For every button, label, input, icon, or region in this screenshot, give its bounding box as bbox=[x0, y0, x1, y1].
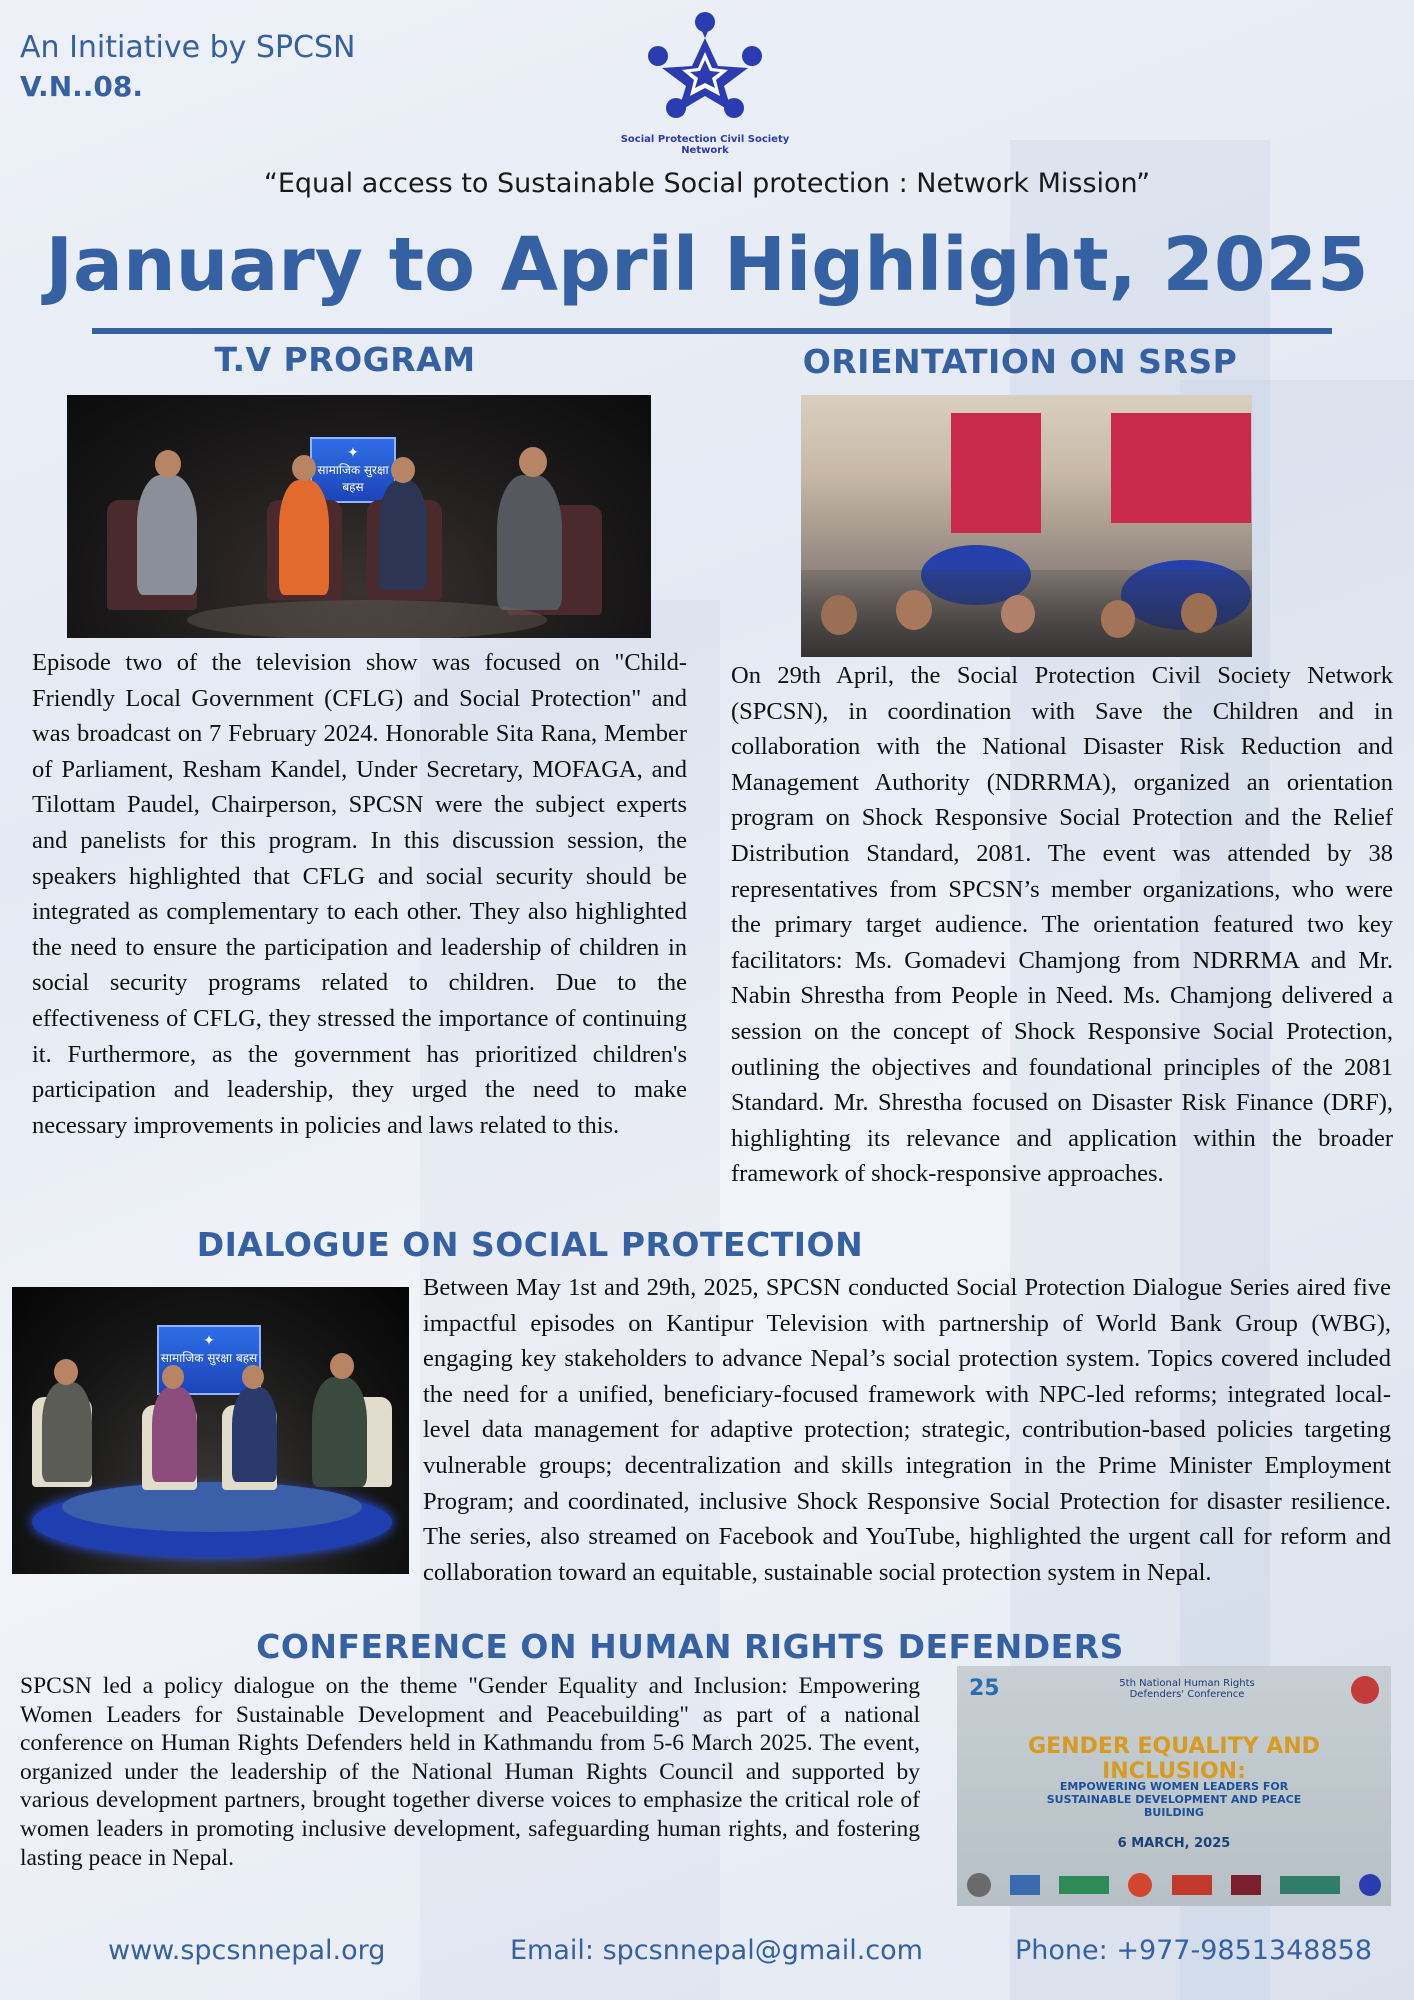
attendee-head bbox=[1101, 600, 1135, 638]
studio-screen: ✦ सामाजिक सुरक्षा बहस bbox=[310, 437, 396, 503]
partner-logo bbox=[1359, 1874, 1381, 1896]
page-title: January to April Highlight, 2025 bbox=[45, 222, 1369, 308]
orientation-heading: ORIENTATION ON SRSP bbox=[802, 342, 1238, 381]
banner-date: 6 MARCH, 2025 bbox=[1117, 1836, 1231, 1851]
panelist-head bbox=[519, 447, 547, 477]
spcsn-logo bbox=[620, 8, 790, 156]
footer-email[interactable]: Email: spcsnnepal@gmail.com bbox=[510, 1935, 923, 1966]
banner-headline: GENDER EQUALITY AND INCLUSION: bbox=[1028, 1734, 1320, 1784]
panelist bbox=[232, 1387, 277, 1482]
dialogue-text: Between May 1st and 29th, 2025, SPCSN conducted Social Protection Dialogue Series aired five impactful episodes on Kantipur Television with partnership of World Bank Group (WBG), engaging key stakeholders to advance Nepal’s social protection system. Topics covered included the need for a unified, beneficiary-focused framework with NPC-led reforms; integrated local-level data management for adaptive protection; strategic, contribution-based policies targeting vulnerable groups; decentralization and skills integration in the Prime Minister Employment Program; and coordinated, inclusive Shock Responsive Social Protection for disaster resilience. The series, also streamed on Facebook and YouTube, highlighted the urgent call for reform and collaboration toward an equitable, sustainable social protection system in Nepal. bbox=[423, 1274, 1391, 1586]
stage-rug bbox=[62, 1482, 362, 1532]
conference-text: SPCSN led a policy dialogue on the theme "Gender Equality and Inclusion: Empowering Women Leaders for Sustainable Development and Peacebuilding" as part of a national conference on Human Rights Defenders held in Kathmandu from 5-6 March 2025. The event, organized under the leadership of the National Human Rights Council and supported by various development partners, brought together diverse voices to emphasize the critical role of women leaders in promoting inclusive development, safeguarding human rights, and fostering lasting peace in Nepal. bbox=[20, 1673, 920, 1871]
partner-logo bbox=[1280, 1876, 1340, 1894]
dialogue-photo bbox=[12, 1287, 409, 1574]
studio-screen: ✦ सामाजिक सुरक्षा बहस bbox=[157, 1325, 261, 1395]
studio-floor bbox=[187, 600, 547, 638]
dialogue-heading: DIALOGUE ON SOCIAL PROTECTION bbox=[196, 1225, 864, 1264]
wall-panel bbox=[1111, 413, 1251, 523]
tv-program-text: Episode two of the television show was focused on "Child-Friendly Local Government (CFLG) and Social Protection" and was broadcast on 7 February 2024. Honorable Sita Rana, Member of Parliament, Resham Kandel, Under Secretary, MOFAGA, and Tilottam Paudel, Chairperson, SPCSN were the subject experts and panelists for this program. In this discussion session, the speakers highlighted that CFLG and social security should be integrated as complementary to each other. They also highlighted the need to ensure the participation and leadership of children in social security programs related to children. Due to the effectiveness of CFLG, they stressed the importance of continuing it. Furthermore, as the government has prioritized children's participation and leadership, they urged the need to make necessary improvements in policies and laws related to this. bbox=[32, 649, 687, 1139]
footer-website[interactable]: www.spcsnnepal.org bbox=[108, 1935, 386, 1966]
panelist bbox=[42, 1382, 92, 1482]
orientation-photo bbox=[801, 395, 1252, 657]
attendee-head bbox=[896, 590, 932, 630]
attendee-head bbox=[1001, 595, 1035, 633]
orientation-text: On 29th April, the Social Protection Civil Society Network (SPCSN), in coordination with Save the Children and in collaboration with the National Disaster Risk Reduction and Management Authority (NDRRMA), organized an orientation program on Shock Responsive Social Protection and the Relief Distribution Standard, 2081. The event was attended by 38 representatives from SPCSN’s member organizations, who were the primary target audience. The orientation featured two key facilitators: Ms. Gomadevi Chamjong from NDRRMA and Mr. Nabin Shrestha from People in Need. Ms. Chamjong delivered a session on the concept of Shock Responsive Social Protection, outlining the objectives and foundational principles of the 2081 Standard. Mr. Shrestha focused on Disaster Risk Finance (DRF), highlighting its relevance and application within the broader framework of shock-responsive approaches. bbox=[731, 662, 1393, 1188]
anniversary-badge: 25 bbox=[969, 1676, 1000, 1701]
footer-phone[interactable]: Phone: +977-9851348858 bbox=[1015, 1935, 1372, 1966]
panelist-head bbox=[242, 1365, 264, 1389]
mission-statement: “Equal access to Sustainable Social protection : Network Mission” bbox=[263, 168, 1151, 199]
panelist bbox=[279, 480, 329, 595]
panelist-head bbox=[292, 455, 316, 481]
attendee-head bbox=[821, 595, 857, 635]
panelist-head bbox=[391, 457, 415, 483]
studio-screen-text: सामाजिक सुरक्षा बहस bbox=[160, 1351, 258, 1365]
wall-panel bbox=[951, 413, 1041, 533]
attendee-head bbox=[1181, 593, 1217, 633]
banner-event-name: 5th National Human Rights Defenders' Conference bbox=[1119, 1678, 1255, 1700]
panelist bbox=[137, 475, 197, 595]
panelist bbox=[312, 1377, 367, 1487]
partner-logo bbox=[967, 1873, 991, 1897]
partner-logo bbox=[1231, 1875, 1261, 1895]
conference-banner-photo bbox=[957, 1666, 1391, 1906]
partner-logo bbox=[1128, 1873, 1152, 1897]
tv-program-heading: T.V PROGRAM bbox=[214, 340, 476, 379]
title-divider bbox=[92, 328, 1332, 334]
panelist-head bbox=[155, 450, 181, 478]
panelist bbox=[497, 475, 562, 610]
logo-caption: Social Protection Civil Society Network bbox=[620, 134, 790, 156]
partner-logo bbox=[1010, 1875, 1040, 1895]
panelist bbox=[379, 480, 427, 590]
partner-logos bbox=[967, 1871, 1381, 1899]
volume-number: V.N..08. bbox=[20, 70, 144, 103]
nhrc-logo bbox=[1351, 1676, 1379, 1704]
panelist bbox=[152, 1387, 197, 1482]
studio-screen-text: सामाजिक सुरक्षा बहस bbox=[317, 463, 389, 494]
panelist-head bbox=[162, 1365, 184, 1389]
conference-heading: CONFERENCE ON HUMAN RIGHTS DEFENDERS bbox=[256, 1627, 1124, 1666]
panelist-head bbox=[330, 1353, 354, 1379]
panelist-head bbox=[54, 1359, 78, 1385]
partner-logo bbox=[1172, 1875, 1212, 1895]
partner-logo bbox=[1059, 1876, 1109, 1894]
initiative-label: An Initiative by SPCSN bbox=[20, 30, 356, 65]
tv-program-photo bbox=[67, 395, 651, 638]
banner-subheadline: EMPOWERING WOMEN LEADERS FOR SUSTAINABLE DEVELOPMENT AND PEACE BUILDING bbox=[1046, 1780, 1302, 1819]
